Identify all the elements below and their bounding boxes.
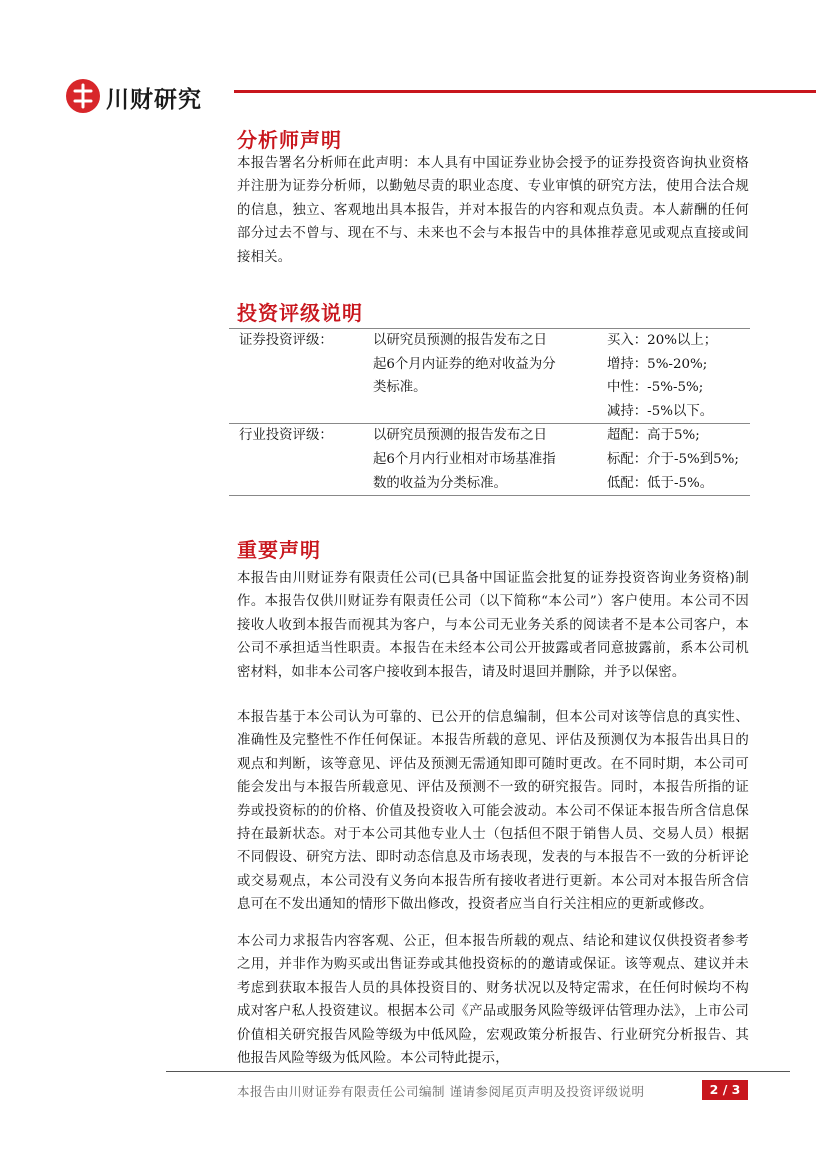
rating-grade: 买入：20%以上； (607, 333, 718, 348)
rating-grade: 增持：5%-20%; (607, 356, 708, 372)
company-logo-icon (66, 79, 100, 113)
rating-desc-line: 以研究员预测的报告发布之日 (373, 428, 548, 444)
page-number-badge: 2 / 3 (702, 1080, 748, 1100)
rating-desc-line: 以研究员预测的报告发布之日 (373, 333, 548, 348)
footer-disclaimer: 本报告由川财证券有限责任公司编制 谨请参阅尾页声明及投资评级说明 (237, 1084, 645, 1099)
rating-table (229, 328, 750, 496)
important-statement-title: 重要声明 (237, 538, 321, 562)
rating-label: 行业投资评级： (239, 428, 333, 444)
rating-title: 投资评级说明 (237, 301, 363, 325)
rating-grade: 中性：-5%-5%; (607, 380, 704, 396)
rating-desc-line: 数的收益为分类标准。 (373, 475, 507, 491)
rating-grade: 低配：低于-5%。 (607, 475, 714, 491)
rating-grade: 超配：高于5%; (607, 428, 700, 444)
rating-row-security (229, 329, 750, 424)
rating-description (367, 424, 595, 496)
rating-desc-line: 类标准。 (373, 380, 427, 396)
analyst-statement-title: 分析师声明 (237, 128, 342, 152)
rating-grade: 减持：-5%以下。 (607, 403, 714, 419)
page-header (66, 76, 756, 116)
footer-divider (166, 1071, 790, 1072)
important-paragraph-3: 本公司力求报告内容客观、公正，但本报告所载的观点、结论和建议仅供投资者参考之用，并非作为购买或出售证券或其他投资标的的邀请或保证。该等观点、建议并未考虑到获取本报告人员的具体投资目的、财务状况以及特定需求，在任何时候均不构成对客户私人投资建议。根据本公司《产品或服务风险等级评估管理办法》，上市公司价值相关研究报告风险等级为中低风险，宏观政策分析报告、行业研究分析报告、其他报告风险等级为低风险。本公司特此提示， (237, 934, 749, 1067)
rating-row-industry (229, 424, 750, 496)
important-paragraph-2: 本报告基于本公司认为可靠的、已公开的信息编制，但本公司对该等信息的真实性、准确性及完整性不作任何保证。本报告所载的意见、评估及预测仅为本报告出具日的观点和判断，该等意见、评估及预测无需通知即可随时更改。在不同时期，本公司可能会发出与本报告所载意见、评估及预测不一致的研究报告。同时，本报告所指的证券或投资标的的价格、价值及投资收入可能会波动。本公司不保证本报告所含信息保持在最新状态。对于本公司其他专业人士（包括但不限于销售人员、交易人员）根据不同假设、研究方法、即时动态信息及市场表现，发表的与本报告不一致的分析评论或交易观点，本公司没有义务向本报告所有接收者进行更新。本公司对本报告所含信息可在不发出通知的情形下做出修改，投资者应当自行关注相应的更新或修改。 (237, 710, 749, 913)
rating-grades (595, 424, 750, 496)
rating-grade: 标配：介于-5%到5%; (607, 451, 739, 467)
rating-desc-line: 起6个月内证券的绝对收益为分 (373, 356, 556, 372)
analyst-statement-text: 本报告署名分析师在此声明：本人具有中国证券业协会授予的证券投资咨询执业资格并注册为证券分析师，以勤勉尽责的职业态度、专业审慎的研究方法，使用合法合规的信息，独立、客观地出具本报告，并对本报告的内容和观点负责。本人薪酬的任何部分过去不曾与、现在不与、未来也不会与本报告中的具体推荐意见或观点直接或间接相关。 (237, 156, 749, 265)
brand-name: 川财研究 (106, 87, 202, 113)
rating-desc-line: 起6个月内行业相对市场基准指 (373, 451, 556, 467)
rating-grades (595, 329, 750, 424)
header-divider (234, 90, 816, 93)
important-paragraph-1: 本报告由川财证券有限责任公司(已具备中国证监会批复的证券投资咨询业务资格)制作。本报告仅供川财证券有限责任公司（以下简称“本公司”）客户使用。本公司不因接收人收到本报告而视其为客户，与本公司无业务关系的阅读者不是本公司客户，本公司不承担适当性职责。本报告在未经本公司公开披露或者同意披露前，系本公司机密材料，如非本公司客户接收到本报告，请及时退回并删除，并予以保密。 (237, 571, 749, 680)
rating-label: 证券投资评级： (239, 333, 333, 348)
rating-description (367, 329, 595, 424)
